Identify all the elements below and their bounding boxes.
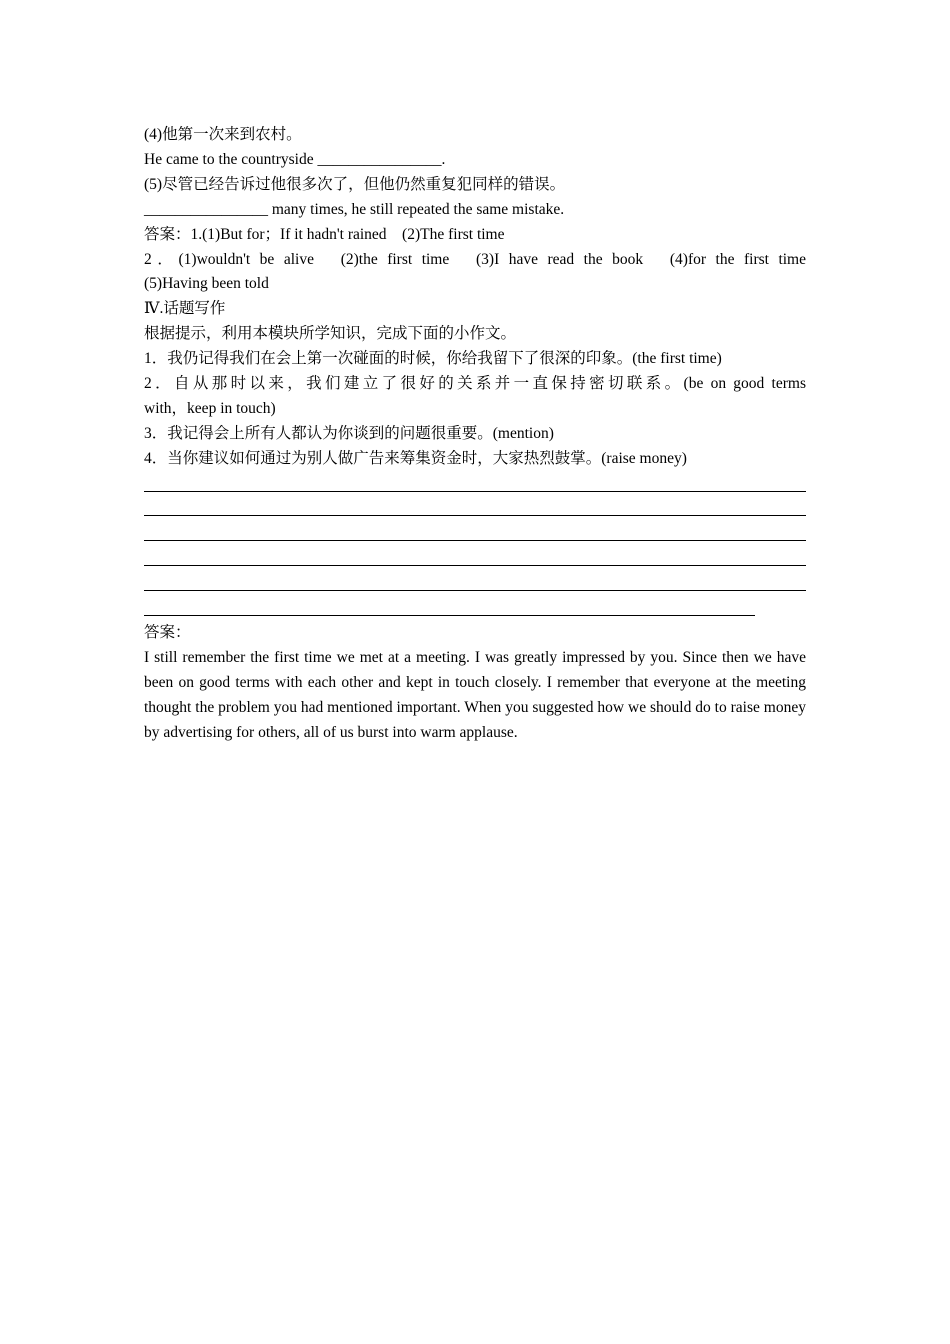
- answer-label: 答案：: [144, 624, 191, 642]
- question-5-chinese: (5)尽管已经告诉过他很多次了，但他仍然重复犯同样的错误。: [144, 175, 566, 193]
- writing-instruction: 根据提示，利用本模块所学知识，完成下面的小作文。: [144, 325, 517, 343]
- answer-key-line-3: (5)Having been told: [144, 275, 269, 293]
- question-4-english: He came to the countryside ________________.: [144, 150, 446, 168]
- answer-blank-line[interactable]: [144, 566, 806, 591]
- answer-blank-line[interactable]: [144, 492, 806, 517]
- answer-key-line-2: 2．(1)wouldn't be alive (2)the first time (3)I have read the book (4)for the first time: [144, 250, 806, 268]
- writing-prompt-4: 4．当你建议如何通过为别人做广告来筹集资金时，大家热烈鼓掌。(raise money): [144, 449, 687, 467]
- writing-prompt-2-line-2: with，keep in touch): [144, 399, 276, 417]
- answer-blank-line[interactable]: [144, 591, 755, 616]
- question-5-english: ________________ many times, he still repeated the same mistake.: [144, 200, 565, 218]
- answer-blank-line[interactable]: [144, 516, 806, 541]
- section-heading: Ⅳ.话题写作: [144, 300, 226, 318]
- question-4-chinese: (4)他第一次来到农村。: [144, 126, 302, 143]
- writing-prompt-1: 1．我仍记得我们在会上第一次碰面的时候，你给我留下了很深的印象。(the first time): [144, 350, 722, 368]
- writing-prompt-2-line-1: 2．自从那时以来，我们建立了很好的关系并一直保持密切联系。(be on good terms: [144, 375, 806, 393]
- document-page: [144, 123, 806, 746]
- answer-blank-line[interactable]: [144, 467, 806, 492]
- answer-key-line-1: 答案：1.(1)But for；If it hadn't rained (2)The first time: [144, 225, 505, 243]
- answer-blank-line[interactable]: [144, 541, 806, 566]
- writing-prompt-3: 3．我记得会上所有人都认为你谈到的问题很重要。(mention): [144, 424, 554, 442]
- answer-paragraph: I still remember the first time we met at a meeting. I was greatly impressed by you. Since then we have been on good terms with each other and kept in touch closely. I remember that everyone at the meeting thought the problem you had mentioned important. When you suggested how we should do to raise money by advertising for others, all of us burst into warm applause.: [144, 648, 806, 741]
